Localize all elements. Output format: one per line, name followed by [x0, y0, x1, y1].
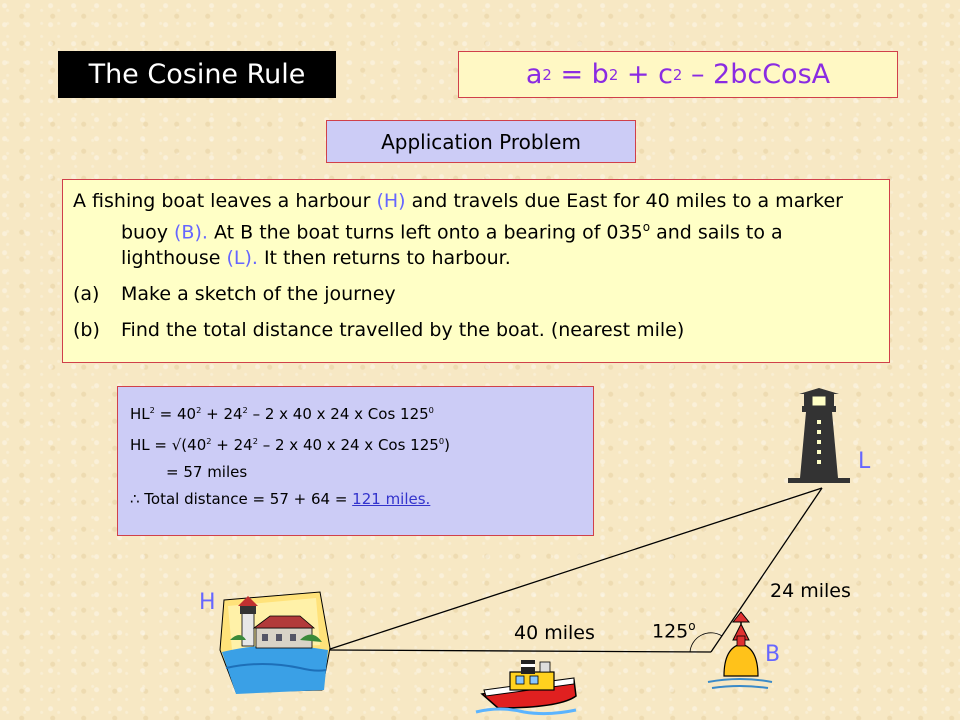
formula-b: b — [591, 59, 609, 90]
label-lighthouse: L — [858, 449, 871, 474]
calc-exp: 2 — [252, 436, 258, 446]
calc-text: HL — [130, 405, 150, 423]
boat-icon — [476, 660, 576, 714]
calc-text: ) — [444, 436, 450, 454]
application-problem-label: Application Problem — [326, 120, 636, 163]
total-distance-text: ∴ Total distance = 57 + 64 = — [130, 490, 353, 508]
line-bl — [711, 488, 822, 652]
calc-exp: 0 — [438, 436, 445, 446]
line-hb — [327, 650, 711, 652]
calc-exp: 2 — [242, 405, 248, 415]
degree-symbol: o — [642, 220, 651, 234]
buoy-ref: (B). — [174, 221, 208, 244]
buoy-icon — [708, 612, 772, 688]
formula-exp-b: 2 — [608, 65, 619, 84]
formula-c: c — [658, 59, 673, 90]
angle-degree: o — [688, 619, 696, 633]
formula-plus: + — [618, 59, 659, 90]
calc-text: + 24 — [201, 405, 243, 423]
problem-text-2: and travels due East for 40 miles to a marker buoy — [121, 190, 843, 244]
item-text: Find the total distance travelled by the boat. (nearest mile) — [121, 319, 685, 342]
problem-text-1: A fishing boat leaves a harbour — [73, 190, 377, 212]
formula-exp-a: 2 — [542, 65, 552, 84]
calc-exp: 2 — [206, 436, 212, 446]
problem-text-3: At B the boat turns left onto a bearing of 035 — [207, 221, 643, 244]
lighthouse-icon — [788, 388, 850, 483]
angle-label — [652, 619, 696, 642]
item-label: (b) — [73, 319, 100, 342]
harbour-ref: (H) — [376, 190, 406, 212]
calc-text: = 40 — [154, 405, 197, 423]
problem-text-5: It then returns to harbour. — [257, 247, 511, 270]
distance-hb: 40 miles — [514, 622, 595, 644]
calc-text: + 24 — [211, 436, 253, 454]
item-text: Make a sketch of the journey — [121, 283, 396, 306]
formula-minus: – 2bcCosA — [682, 59, 831, 90]
calc-row-3: = 57 miles — [166, 463, 248, 481]
label-buoy: B — [765, 642, 781, 667]
calc-text: – 2 x 40 x 24 x Cos 125 — [257, 436, 439, 454]
problem-text-4: and sails to a lighthouse — [121, 221, 783, 270]
lighthouse-ref: (L). — [226, 247, 258, 270]
formula-eq: = — [551, 59, 592, 90]
angle-value: 125 — [652, 620, 689, 643]
harbour-picture — [220, 592, 330, 694]
total-distance-answer[interactable]: 121 miles. — [352, 490, 431, 508]
distance-bl: 24 miles — [770, 580, 851, 602]
calc-exp: 2 — [149, 405, 155, 415]
item-label: (a) — [73, 283, 100, 306]
calc-text: HL = √(40 — [130, 436, 207, 454]
calc-text: – 2 x 40 x 24 x Cos 125 — [247, 405, 429, 423]
slide-title: The Cosine Rule — [58, 51, 336, 98]
calc-exp: 2 — [196, 405, 202, 415]
formula-a: a — [525, 59, 543, 90]
formula-exp-c: 2 — [672, 65, 683, 84]
label-harbour: H — [199, 590, 216, 615]
calc-exp: 0 — [428, 405, 434, 415]
